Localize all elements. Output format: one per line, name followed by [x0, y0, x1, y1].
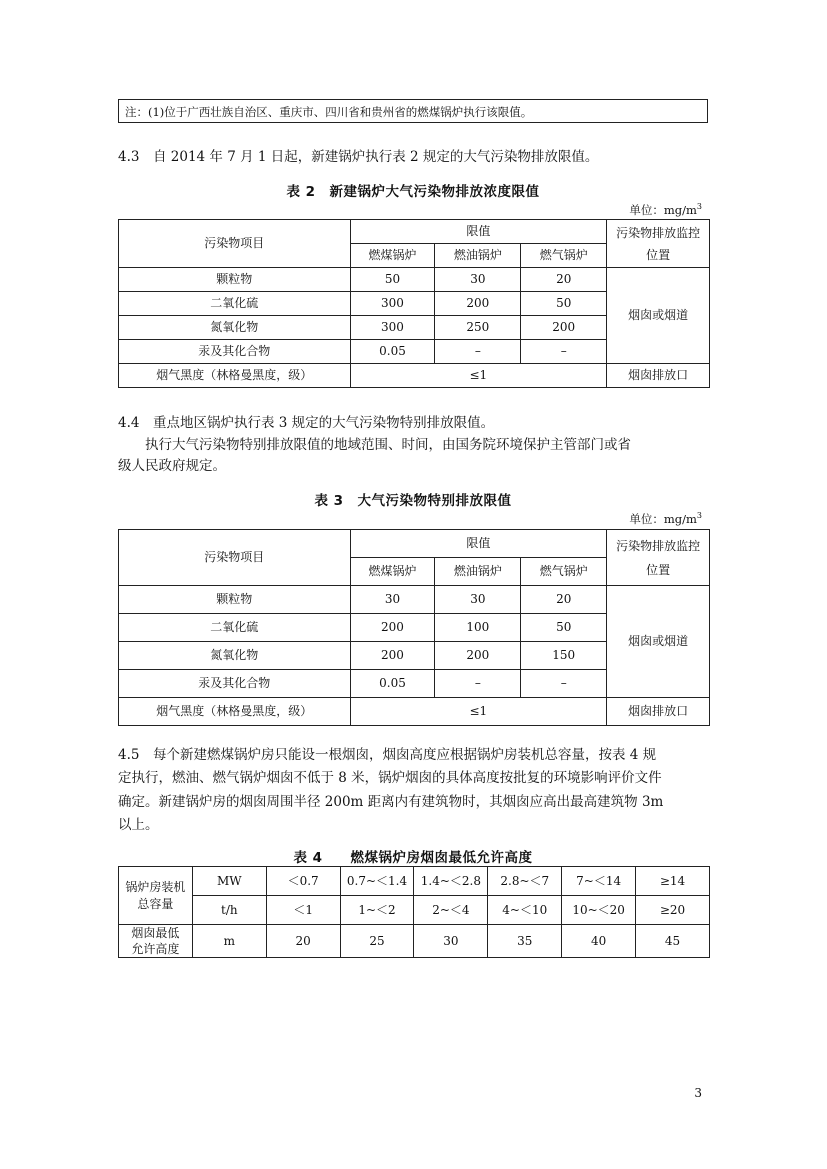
header-gas: 燃气锅炉 — [521, 244, 607, 268]
row-item: 颗粒物 — [119, 268, 351, 292]
table3 — [118, 529, 710, 726]
header-limit: 限值 — [350, 530, 607, 558]
header-oil: 燃油锅炉 — [435, 558, 521, 586]
cell-gas: – — [521, 670, 607, 698]
cell-coal: 200 — [350, 614, 435, 642]
table4-caption: 表 4 燃煤锅炉房烟囱最低允许高度 — [293, 850, 533, 866]
cell-coal: 0.05 — [350, 340, 435, 364]
row-item: 氮氧化物 — [119, 316, 351, 340]
cell-smoke-location: 烟囱排放口 — [607, 698, 710, 726]
cell-th: 10~＜20 — [562, 896, 636, 925]
cell-height: 20 — [266, 925, 340, 958]
cell-height: 45 — [636, 925, 710, 958]
header-pollutant: 污染物项目 — [119, 220, 351, 268]
row-item: 氮氧化物 — [119, 642, 351, 670]
cell-gas: – — [521, 340, 607, 364]
table2 — [118, 219, 710, 388]
table2-unit: 单位：$mg/m^3$ — [629, 202, 702, 217]
cell-oil: 30 — [435, 268, 521, 292]
cell-height: 25 — [340, 925, 414, 958]
cell-th: ≥20 — [636, 896, 710, 925]
cell-oil: 200 — [435, 642, 521, 670]
page-number: 3 — [694, 1086, 702, 1100]
section-4-5-line-4: 以上。 — [118, 817, 159, 833]
cell-th: 1~＜2 — [340, 896, 414, 925]
section-4-4-body-1: 执行大气污染物特别排放限值的地域范围、时间，由国务院环境保护主管部门或省 — [145, 437, 631, 453]
cell-height: 30 — [414, 925, 488, 958]
table3-caption: 表 3 大气污染物特别排放限值 — [314, 493, 512, 509]
row-item: 汞及其化合物 — [119, 670, 351, 698]
table2-caption: 表 2 新建锅炉大气污染物排放浓度限值 — [286, 184, 540, 200]
cell-smoke-value: ≤1 — [350, 698, 607, 726]
unit-m: m — [192, 925, 266, 958]
header-oil: 燃油锅炉 — [435, 244, 521, 268]
cell-oil: 200 — [435, 292, 521, 316]
cell-location: 烟囱或烟道 — [607, 268, 710, 364]
section-4-4-body-2: 级人民政府规定。 — [118, 458, 226, 474]
cell-mw: 0.7~＜1.4 — [340, 867, 414, 896]
cell-coal: 300 — [350, 316, 435, 340]
cell-location: 烟囱或烟道 — [607, 586, 710, 698]
cell-gas: 200 — [521, 316, 607, 340]
cell-gas: 50 — [521, 292, 607, 316]
section-4-5-line-1: 4.5 每个新建燃煤锅炉房只能设一根烟囱，烟囱高度应根据锅炉房装机总容量，按表 4 规 — [118, 747, 657, 763]
table-note: 注：(1)位于广西壮族自治区、重庆市、四川省和贵州省的燃煤锅炉执行该限值。 — [118, 99, 708, 123]
section-4-4: 4.4 重点地区锅炉执行表 3 规定的大气污染物特别排放限值。 — [118, 415, 495, 431]
cell-th: 2~＜4 — [414, 896, 488, 925]
cell-mw: ＜0.7 — [266, 867, 340, 896]
cell-oil: 250 — [435, 316, 521, 340]
header-coal: 燃煤锅炉 — [350, 244, 435, 268]
cell-oil: – — [435, 340, 521, 364]
section-4-5-line-3: 确定。新建锅炉房的烟囱周围半径 200m 距离内有建筑物时，其烟囱应高出最高建筑物 3m — [118, 794, 664, 810]
header-gas: 燃气锅炉 — [521, 558, 607, 586]
cell-gas: 20 — [521, 586, 607, 614]
cell-mw: 2.8~＜7 — [488, 867, 562, 896]
cell-mw: 7~＜14 — [562, 867, 636, 896]
cell-gas: 150 — [521, 642, 607, 670]
cell-height: 40 — [562, 925, 636, 958]
unit-mw: MW — [192, 867, 266, 896]
header-chimney-height: 烟囱最低允许高度 — [119, 925, 193, 958]
row-item: 二氧化硫 — [119, 614, 351, 642]
table3-unit: 单位：$mg/m^3$ — [629, 511, 702, 526]
cell-height: 35 — [488, 925, 562, 958]
cell-mw: 1.4~＜2.8 — [414, 867, 488, 896]
cell-coal: 50 — [350, 268, 435, 292]
cell-th: 4~＜10 — [488, 896, 562, 925]
cell-coal: 300 — [350, 292, 435, 316]
cell-smoke-location: 烟囱排放口 — [607, 364, 710, 388]
cell-smoke-value: ≤1 — [350, 364, 607, 388]
section-4-5-line-2: 定执行，燃油、燃气锅炉烟囱不低于 8 米，锅炉烟囱的具体高度按批复的环境影响评价文件 — [118, 770, 662, 786]
header-coal: 燃煤锅炉 — [350, 558, 435, 586]
header-monitor-location: 污染物排放监控位置 — [607, 220, 710, 268]
row-item: 二氧化硫 — [119, 292, 351, 316]
row-item-smoke: 烟气黑度（林格曼黑度，级） — [119, 698, 351, 726]
row-item-smoke: 烟气黑度（林格曼黑度，级） — [119, 364, 351, 388]
section-4-3: 4.3 自 2014 年 7 月 1 日起，新建锅炉执行表 2 规定的大气污染物排放限值。 — [118, 149, 599, 165]
cell-oil: 100 — [435, 614, 521, 642]
header-capacity: 锅炉房装机总容量 — [119, 867, 193, 925]
row-item: 汞及其化合物 — [119, 340, 351, 364]
row-item: 颗粒物 — [119, 586, 351, 614]
cell-coal: 0.05 — [350, 670, 435, 698]
cell-th: ＜1 — [266, 896, 340, 925]
header-pollutant: 污染物项目 — [119, 530, 351, 586]
cell-gas: 20 — [521, 268, 607, 292]
cell-coal: 200 — [350, 642, 435, 670]
cell-oil: – — [435, 670, 521, 698]
header-limit: 限值 — [350, 220, 607, 244]
unit-th: t/h — [192, 896, 266, 925]
cell-coal: 30 — [350, 586, 435, 614]
cell-mw: ≥14 — [636, 867, 710, 896]
cell-oil: 30 — [435, 586, 521, 614]
table4 — [118, 866, 710, 958]
cell-gas: 50 — [521, 614, 607, 642]
header-monitor-location: 污染物排放监控位置 — [607, 530, 710, 586]
